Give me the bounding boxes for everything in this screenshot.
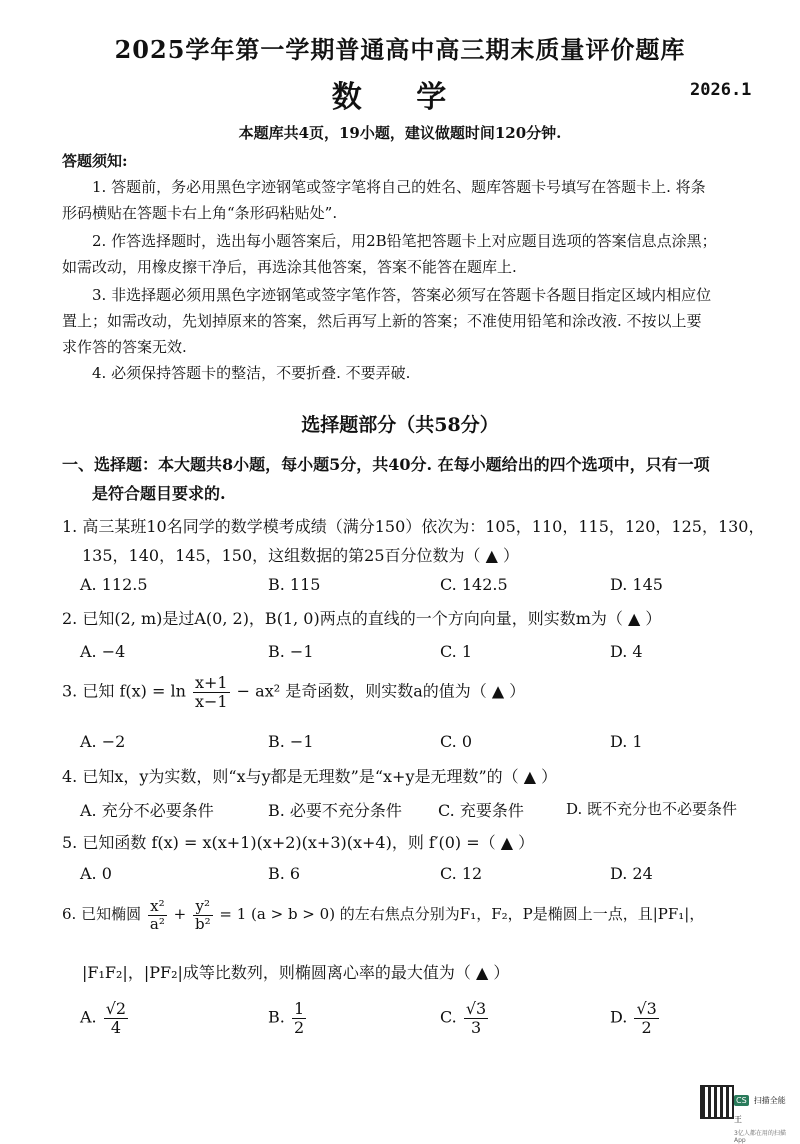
question-6-prefix: 6. 已知椭圆 — [62, 905, 142, 923]
exam-intro: 本题库共4页，19小题，建议做题时间120分钟. — [238, 124, 562, 142]
scanner-badge-title: 扫描全能王 — [734, 1096, 786, 1124]
notice-line: 求作答的答案无效. — [62, 338, 187, 356]
option-fraction-numerator: √3 — [465, 999, 487, 1018]
exam-title: 2025学年第一学期普通高中高三期末质量评价题库 — [114, 35, 686, 64]
question-2-option-c: C. 1 — [440, 642, 473, 661]
option-fraction — [104, 1000, 128, 1036]
question-3-fraction — [193, 674, 230, 710]
question-5-option-c: C. 12 — [440, 864, 483, 883]
option-fraction-denominator: 2 — [641, 1017, 652, 1037]
option-fraction-numerator: √3 — [636, 999, 657, 1018]
question-6-option-c — [440, 1000, 490, 1036]
question-1-option-d: D. 145 — [610, 575, 663, 594]
question-5-option-d: D. 24 — [610, 864, 653, 883]
scanner-badge-subtitle: 3亿人都在用的扫描App — [734, 1130, 786, 1144]
question-6-text — [62, 898, 704, 932]
question-3-fraction-numerator: x+1 — [194, 673, 228, 692]
question-3-option-d: D. 1 — [610, 732, 643, 751]
question-6-fraction-y-denominator: b² — [194, 914, 211, 933]
option-fraction — [634, 1000, 658, 1036]
question-1-option-c: C. 142.5 — [440, 575, 508, 594]
question-5-option-a: A. 0 — [80, 864, 112, 883]
question-2-option-d: D. 4 — [610, 642, 643, 661]
qr-code-icon — [700, 1085, 734, 1119]
question-6-suffix: = 1 (a > b > 0) 的左右焦点分别为F₁，F₂，P是椭圆上一点，且|PF₁|， — [219, 905, 705, 923]
question-6-fraction-x-denominator: a² — [149, 914, 165, 933]
question-6-fraction-x-numerator: x² — [148, 898, 167, 916]
question-4-option-d: D. 既不充分也不必要条件 — [566, 800, 738, 818]
question-3-suffix: − ax² 是奇函数，则实数a的值为（ ▲ ） — [236, 681, 526, 701]
section-title: 选择题部分（共58分） — [301, 414, 499, 436]
option-fraction-denominator: 3 — [470, 1017, 482, 1037]
option-fraction-numerator: 1 — [293, 999, 305, 1018]
question-4-option-b: B. 必要不充分条件 — [268, 801, 402, 820]
question-6-option-d — [610, 1000, 661, 1036]
question-1-line: 135，140，145，150，这组数据的第25百分位数为（ ▲ ） — [82, 546, 519, 565]
question-4-text: 4. 已知x，y为实数，则“x与y都是无理数”是“x+y是无理数”的（ ▲ ） — [62, 767, 558, 786]
question-6-plus: + — [173, 905, 187, 923]
question-4-option-c: C. 充要条件 — [438, 801, 524, 820]
question-3-prefix: 3. 已知 f(x) = ln — [62, 681, 186, 701]
question-6-fraction-x — [148, 898, 167, 932]
notice-line: 形码横贴在答题卡右上角“条形码粘贴处”. — [62, 204, 338, 222]
question-2-option-b: B. −1 — [268, 642, 314, 661]
question-6-option-b — [268, 1000, 308, 1036]
question-3-option-c: C. 0 — [440, 732, 473, 751]
notice-line: 2. 作答选择题时，选出每小题答案后，用2B铅笔把答题卡上对应题目选项的答案信息点涂黑； — [92, 232, 717, 250]
question-1-line: 1. 高三某班10名同学的数学模考成绩（满分150）依次为：105，110，115，120，125，130， — [62, 517, 765, 536]
scanner-badge — [734, 1088, 788, 1144]
question-4-option-a: A. 充分不必要条件 — [80, 801, 214, 820]
question-3-option-b: B. −1 — [268, 732, 314, 751]
section-instruction: 一、选择题：本大题共8小题，每小题5分，共40分. 在每小题给出的四个选项中，只有一项 — [62, 455, 710, 474]
option-fraction-denominator: 2 — [293, 1017, 305, 1037]
section-instruction: 是符合题目要求的. — [92, 484, 226, 503]
option-label: B. — [268, 1007, 285, 1027]
scanner-logo-icon: CS — [736, 1096, 747, 1105]
question-6-fraction-y-numerator: y² — [193, 898, 213, 916]
notice-line: 置上；如需改动，先划掉原来的答案，然后再写上新的答案；不准使用铅笔和涂改液. 不按以上要 — [62, 312, 702, 330]
question-5-text: 5. 已知函数 f(x) = x(x+1)(x+2)(x+3)(x+4)，则 f′(0) =（ ▲ ） — [62, 833, 535, 852]
question-6-fraction-y — [193, 898, 213, 932]
option-label: D. — [610, 1007, 628, 1027]
question-3-option-a: A. −2 — [80, 732, 126, 751]
notice-line: 3. 非选择题必须用黑色字迹钢笔或签字笔作答，答案必须写在答题卡各题目指定区域内相应位 — [92, 286, 712, 304]
question-1-option-a: A. 112.5 — [80, 575, 148, 594]
option-fraction-numerator: √2 — [105, 999, 127, 1018]
question-2-text: 2. 已知(2, m)是过A(0, 2)，B(1, 0)两点的直线的一个方向向量，则实数m为（ ▲ ） — [62, 609, 662, 628]
subject-title: 数 学 — [331, 80, 469, 115]
notice-line: 1. 答题前，务必用黑色字迹钢笔或签字笔将自己的姓名、题库答题卡号填写在答题卡上. 将条 — [92, 178, 706, 196]
exam-date: 2026.1 — [690, 80, 752, 100]
notice-line: 如需改动，用橡皮擦干净后，再选涂其他答案，答案不能答在题库上. — [62, 258, 517, 276]
question-1-option-b: B. 115 — [268, 575, 321, 594]
option-fraction — [292, 1000, 306, 1036]
question-5-option-b: B. 6 — [268, 864, 301, 883]
option-fraction-denominator: 4 — [110, 1017, 122, 1037]
notice-line: 4. 必须保持答题卡的整洁，不要折叠. 不要弄破. — [92, 364, 411, 382]
question-3-text — [62, 674, 525, 710]
option-label: A. — [80, 1007, 97, 1027]
question-6-line: |F₁F₂|，|PF₂|成等比数列，则椭圆离心率的最大值为（ ▲ ） — [82, 963, 510, 982]
option-label: C. — [440, 1007, 457, 1027]
question-6-option-a — [80, 1000, 130, 1036]
option-fraction — [464, 1000, 488, 1036]
question-2-option-a: A. −4 — [80, 642, 126, 661]
question-3-fraction-denominator: x−1 — [194, 691, 228, 711]
notice-heading: 答题须知: — [62, 152, 128, 170]
